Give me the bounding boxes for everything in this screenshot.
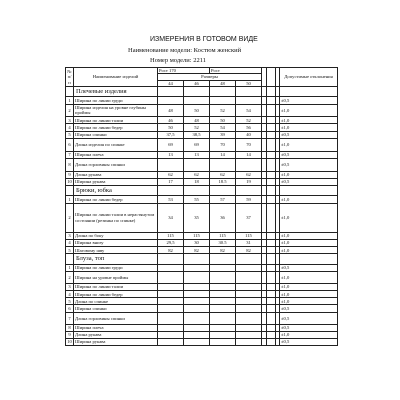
size-value: 35 bbox=[184, 203, 210, 232]
tolerance-value: ±1,0 bbox=[280, 298, 338, 305]
size-value bbox=[184, 339, 210, 346]
measurement-name: Ширина по линии талии в нерастянутом состоянии (резинка по спинке) bbox=[74, 203, 158, 232]
size-value bbox=[158, 264, 184, 271]
measurement-name: Ширина на уровне проймы bbox=[74, 271, 158, 283]
size-value bbox=[236, 305, 262, 312]
size-value bbox=[210, 264, 236, 271]
empty-cell bbox=[184, 86, 210, 96]
empty-cell bbox=[267, 291, 276, 298]
tolerance-value: ±1,0 bbox=[280, 171, 338, 178]
size-value bbox=[236, 324, 262, 331]
size-value: 13 bbox=[184, 151, 210, 158]
size-value: 34 bbox=[158, 203, 184, 232]
size-value: 17 bbox=[158, 178, 184, 185]
size-value: 14 bbox=[210, 151, 236, 158]
size-header: 48 bbox=[210, 80, 236, 86]
row-number: 2 bbox=[66, 104, 74, 117]
size-value bbox=[236, 158, 262, 171]
row-number: 1 bbox=[66, 97, 74, 104]
measurement-name: Длина рукава bbox=[74, 331, 158, 338]
empty-cell bbox=[267, 178, 276, 185]
size-value: 52 bbox=[210, 104, 236, 117]
empty-cell bbox=[158, 186, 184, 196]
row-number: 1 bbox=[66, 264, 74, 271]
size-value: 62 bbox=[158, 171, 184, 178]
measurement-name: Ширина по линии груди bbox=[74, 264, 158, 271]
measurement-name: Ширина по линии талии bbox=[74, 283, 158, 290]
empty-cell bbox=[158, 254, 184, 264]
size-value bbox=[210, 339, 236, 346]
empty-cell bbox=[236, 86, 262, 96]
size-value bbox=[184, 271, 210, 283]
measurement-name: Ширина спинки bbox=[74, 131, 158, 138]
row-number: 5 bbox=[66, 247, 74, 254]
table-row bbox=[66, 158, 338, 171]
spacer-cell bbox=[267, 68, 276, 87]
row-number: 10 bbox=[67, 179, 72, 185]
size-value: 56 bbox=[236, 124, 262, 131]
size-header: 50 bbox=[236, 80, 262, 86]
size-value: 115 bbox=[184, 232, 210, 239]
tolerance-value: ±1,0 bbox=[280, 124, 338, 131]
empty-cell bbox=[267, 298, 276, 305]
table-row bbox=[66, 339, 338, 346]
table-row bbox=[66, 239, 338, 246]
empty-cell bbox=[267, 312, 276, 324]
size-value bbox=[210, 291, 236, 298]
table-row bbox=[66, 203, 338, 232]
tolerance-value: ±0,5 bbox=[280, 131, 338, 138]
size-value: 38,5 bbox=[184, 131, 210, 138]
section-title: Плечевые изделия bbox=[74, 86, 158, 96]
size-value bbox=[236, 271, 262, 283]
size-value bbox=[236, 331, 262, 338]
size-value: 37,5 bbox=[158, 131, 184, 138]
empty-cell bbox=[267, 264, 276, 271]
size-value: 14 bbox=[236, 151, 262, 158]
table-row bbox=[66, 264, 338, 271]
size-value bbox=[236, 264, 262, 271]
size-value: 54 bbox=[210, 124, 236, 131]
row-number: 3 bbox=[66, 117, 74, 124]
size-value: 40 bbox=[236, 131, 262, 138]
size-value: 69 bbox=[158, 138, 184, 151]
empty-cell bbox=[267, 138, 276, 151]
tolerance-value: ±0,5 bbox=[280, 264, 338, 271]
size-value: 29,5 bbox=[158, 239, 184, 246]
size-value: 13 bbox=[158, 151, 184, 158]
table-row bbox=[66, 131, 338, 138]
table-row bbox=[66, 196, 338, 203]
size-value bbox=[210, 312, 236, 324]
size-value bbox=[210, 298, 236, 305]
empty-cell bbox=[267, 171, 276, 178]
size-value bbox=[158, 331, 184, 338]
section-num-cell bbox=[66, 254, 74, 264]
empty-cell bbox=[267, 254, 276, 264]
table-row bbox=[66, 104, 338, 117]
size-header: 46 bbox=[184, 80, 210, 86]
row-number: 4 bbox=[66, 291, 74, 298]
size-value: 69 bbox=[184, 138, 210, 151]
col-num-header: № п/п bbox=[67, 69, 72, 85]
size-value bbox=[158, 291, 184, 298]
empty-cell bbox=[210, 186, 236, 196]
measurement-name: Длина горловины спинки bbox=[74, 312, 158, 324]
size-value: 48 bbox=[184, 117, 210, 124]
size-value bbox=[210, 324, 236, 331]
size-value: 39 bbox=[210, 131, 236, 138]
size-value bbox=[210, 283, 236, 290]
size-value: 62 bbox=[236, 171, 262, 178]
empty-cell bbox=[267, 339, 276, 346]
measurement-name: Длина изделия по спинке bbox=[74, 138, 158, 151]
table-row bbox=[66, 331, 338, 338]
size-value bbox=[210, 305, 236, 312]
size-value bbox=[184, 283, 210, 290]
size-value bbox=[184, 324, 210, 331]
empty-cell bbox=[267, 131, 276, 138]
tolerance-value: ±1,0 bbox=[280, 283, 338, 290]
table-row bbox=[66, 151, 338, 158]
row-number: 4 bbox=[66, 124, 74, 131]
size-value: 50 bbox=[158, 124, 184, 131]
size-value: 52 bbox=[184, 124, 210, 131]
tolerance-value: ±1,0 bbox=[280, 247, 338, 254]
tolerance-value: ±1,0 bbox=[280, 138, 338, 151]
row-number: 2 bbox=[66, 271, 74, 283]
table-row bbox=[66, 97, 338, 104]
size-value: 46 bbox=[158, 117, 184, 124]
document-title: ИЗМЕРЕНИЯ В ГОТОВОМ ВИДЕ bbox=[150, 36, 258, 43]
size-value: 52 bbox=[236, 117, 262, 124]
size-value: 82 bbox=[236, 247, 262, 254]
row-number: 2 bbox=[66, 203, 74, 232]
tolerance-value: ±1,0 bbox=[280, 291, 338, 298]
row-number: 3 bbox=[66, 283, 74, 290]
empty-cell bbox=[267, 283, 276, 290]
size-value: 70 bbox=[236, 138, 262, 151]
section-row bbox=[66, 186, 338, 196]
size-value bbox=[158, 158, 184, 171]
measurement-name: Ширина по линии груди bbox=[74, 97, 158, 104]
table-row bbox=[66, 312, 338, 324]
size-value bbox=[184, 331, 210, 338]
empty-cell bbox=[267, 305, 276, 312]
row-number: 4 bbox=[66, 239, 74, 246]
empty-cell bbox=[267, 232, 276, 239]
table-row bbox=[66, 138, 338, 151]
size-value: 53 bbox=[158, 196, 184, 203]
tolerance-value: ±1,0 bbox=[280, 196, 338, 203]
tolerance-value: ±1,0 bbox=[280, 203, 338, 232]
section-num-cell bbox=[66, 186, 74, 196]
size-value: 115 bbox=[236, 232, 262, 239]
row-number: 7 bbox=[66, 151, 74, 158]
measurement-name: Ширина изделия на уровне глубины проймы bbox=[74, 104, 158, 117]
measurement-name: Ширина по линии бедер bbox=[74, 291, 158, 298]
tolerance-value: ±0,5 bbox=[280, 178, 338, 185]
size-value: 82 bbox=[184, 247, 210, 254]
measurement-name: Ширина рукава bbox=[74, 178, 158, 185]
tolerance-value: ±1,0 bbox=[280, 117, 338, 124]
empty-cell bbox=[184, 186, 210, 196]
size-value: 19 bbox=[236, 178, 262, 185]
empty-cell bbox=[267, 117, 276, 124]
size-value bbox=[236, 312, 262, 324]
size-value bbox=[158, 271, 184, 283]
empty-cell bbox=[280, 254, 338, 264]
section-num-cell bbox=[66, 86, 74, 96]
table-row bbox=[66, 171, 338, 178]
tolerance-value: ±1,0 bbox=[280, 232, 338, 239]
rost-left-header: Рост 170 bbox=[158, 68, 210, 74]
size-value: 82 bbox=[158, 247, 184, 254]
empty-cell bbox=[267, 97, 276, 104]
empty-cell bbox=[267, 271, 276, 283]
row-number: 8 bbox=[66, 158, 74, 171]
measurement-name: Ширина по линии талии bbox=[74, 117, 158, 124]
size-value: 55 bbox=[184, 196, 210, 203]
size-value bbox=[236, 283, 262, 290]
measurement-name: Ширина плеча bbox=[74, 151, 158, 158]
size-value bbox=[184, 312, 210, 324]
size-value bbox=[158, 312, 184, 324]
size-value bbox=[158, 324, 184, 331]
empty-cell bbox=[280, 186, 338, 196]
size-value bbox=[184, 305, 210, 312]
table-row bbox=[66, 283, 338, 290]
size-value bbox=[184, 97, 210, 104]
tolerance-value: ±1,0 bbox=[280, 271, 338, 283]
size-value: 54 bbox=[236, 104, 262, 117]
empty-cell bbox=[267, 203, 276, 232]
tolerance-value: ±0,5 bbox=[280, 158, 338, 171]
empty-cell bbox=[236, 186, 262, 196]
section-row bbox=[66, 86, 338, 96]
size-value bbox=[184, 291, 210, 298]
empty-cell bbox=[184, 254, 210, 264]
size-value bbox=[184, 158, 210, 171]
measurement-name: Длина по спинке bbox=[74, 298, 158, 305]
rost-right-header: Рост bbox=[210, 68, 262, 74]
row-number: 9 bbox=[66, 331, 74, 338]
table-row bbox=[66, 305, 338, 312]
size-value bbox=[158, 97, 184, 104]
measurement-name: Ширина внизу bbox=[74, 239, 158, 246]
size-value bbox=[236, 339, 262, 346]
size-value: 31 bbox=[236, 239, 262, 246]
size-value: 48 bbox=[158, 104, 184, 117]
empty-cell bbox=[267, 158, 276, 171]
size-value: 70 bbox=[210, 138, 236, 151]
empty-cell bbox=[267, 324, 276, 331]
tolerance-value: ±1,0 bbox=[280, 239, 338, 246]
empty-cell bbox=[267, 239, 276, 246]
empty-cell bbox=[158, 86, 184, 96]
tolerance-value: ±0,5 bbox=[280, 151, 338, 158]
section-title: Брюки, юбка bbox=[74, 186, 158, 196]
measurement-name: Длина по боку bbox=[74, 232, 158, 239]
empty-cell bbox=[267, 331, 276, 338]
measurement-name: Ширина по линии бедер bbox=[74, 124, 158, 131]
table-row bbox=[66, 178, 338, 185]
size-value bbox=[210, 158, 236, 171]
size-value: 62 bbox=[184, 171, 210, 178]
table-row bbox=[66, 298, 338, 305]
size-value: 115 bbox=[210, 232, 236, 239]
row-number: 10 bbox=[67, 339, 72, 345]
size-value bbox=[210, 271, 236, 283]
measurement-name: Длина горловины спинки bbox=[74, 158, 158, 171]
size-value bbox=[236, 97, 262, 104]
empty-cell bbox=[210, 254, 236, 264]
section-title: Блуза, топ bbox=[74, 254, 158, 264]
size-value bbox=[210, 97, 236, 104]
size-value: 62 bbox=[210, 171, 236, 178]
col-tol-header: Допустимые отклонения bbox=[280, 68, 338, 87]
measurement-name: Ширина спинки bbox=[74, 305, 158, 312]
tolerance-value: ±0,5 bbox=[280, 324, 338, 331]
section-row bbox=[66, 254, 338, 264]
measurement-name: Ширина по линии бедер bbox=[74, 196, 158, 203]
empty-cell bbox=[267, 124, 276, 131]
row-number: 6 bbox=[66, 305, 74, 312]
model-number: Номер модели: 2211 bbox=[150, 57, 206, 64]
size-header: 44 bbox=[158, 80, 184, 86]
tolerance-value: ±1,0 bbox=[280, 331, 338, 338]
tolerance-value: ±0,5 bbox=[280, 305, 338, 312]
table-row bbox=[66, 232, 338, 239]
size-value bbox=[236, 291, 262, 298]
empty-cell bbox=[267, 86, 276, 96]
size-value bbox=[236, 298, 262, 305]
row-number: 8 bbox=[66, 324, 74, 331]
table-row bbox=[66, 271, 338, 283]
measurement-name: Длина рукава bbox=[74, 171, 158, 178]
row-number: 7 bbox=[66, 312, 74, 324]
table-row bbox=[66, 324, 338, 331]
row-number: 1 bbox=[66, 196, 74, 203]
tolerance-value: ±0,5 bbox=[280, 339, 338, 346]
size-value: 50 bbox=[210, 117, 236, 124]
size-value bbox=[158, 305, 184, 312]
size-value: 18.5 bbox=[210, 178, 236, 185]
row-number: 9 bbox=[66, 171, 74, 178]
tolerance-value: ±1,0 bbox=[280, 104, 338, 117]
col-name-header: Наименование изделий bbox=[74, 68, 158, 87]
size-value: 30.5 bbox=[210, 239, 236, 246]
size-value: 82 bbox=[210, 247, 236, 254]
row-number: 5 bbox=[66, 298, 74, 305]
size-value: 50 bbox=[184, 104, 210, 117]
size-value bbox=[158, 339, 184, 346]
model-name: Наименование модели: Костюм женский bbox=[128, 47, 242, 54]
row-number: 5 bbox=[66, 131, 74, 138]
sizes-header: Размеры bbox=[158, 74, 262, 80]
size-value bbox=[184, 298, 210, 305]
row-number: 6 bbox=[66, 138, 74, 151]
size-value: 59 bbox=[236, 196, 262, 203]
size-value: 57 bbox=[210, 196, 236, 203]
empty-cell bbox=[267, 196, 276, 203]
empty-cell bbox=[267, 104, 276, 117]
size-value bbox=[210, 331, 236, 338]
empty-cell bbox=[267, 247, 276, 254]
empty-cell bbox=[267, 151, 276, 158]
size-value: 30 bbox=[184, 239, 210, 246]
table-row bbox=[66, 291, 338, 298]
row-number: 3 bbox=[66, 232, 74, 239]
tolerance-value: ±0,5 bbox=[280, 312, 338, 324]
size-value: 18 bbox=[184, 178, 210, 185]
table-row bbox=[66, 247, 338, 254]
size-value bbox=[158, 298, 184, 305]
size-value: 115 bbox=[158, 232, 184, 239]
size-value: 36 bbox=[210, 203, 236, 232]
size-value bbox=[158, 283, 184, 290]
measurements-table bbox=[65, 67, 338, 346]
measurement-name: Ширина рукава bbox=[74, 339, 158, 346]
measurement-name: Шаговому шву bbox=[74, 247, 158, 254]
empty-cell bbox=[210, 86, 236, 96]
table-row bbox=[66, 117, 338, 124]
measurement-name: Ширина плеча bbox=[74, 324, 158, 331]
size-value bbox=[184, 264, 210, 271]
empty-cell bbox=[236, 254, 262, 264]
tolerance-value: ±0,5 bbox=[280, 97, 338, 104]
size-value: 37 bbox=[236, 203, 262, 232]
empty-cell bbox=[267, 186, 276, 196]
table-row bbox=[66, 124, 338, 131]
empty-cell bbox=[280, 86, 338, 96]
